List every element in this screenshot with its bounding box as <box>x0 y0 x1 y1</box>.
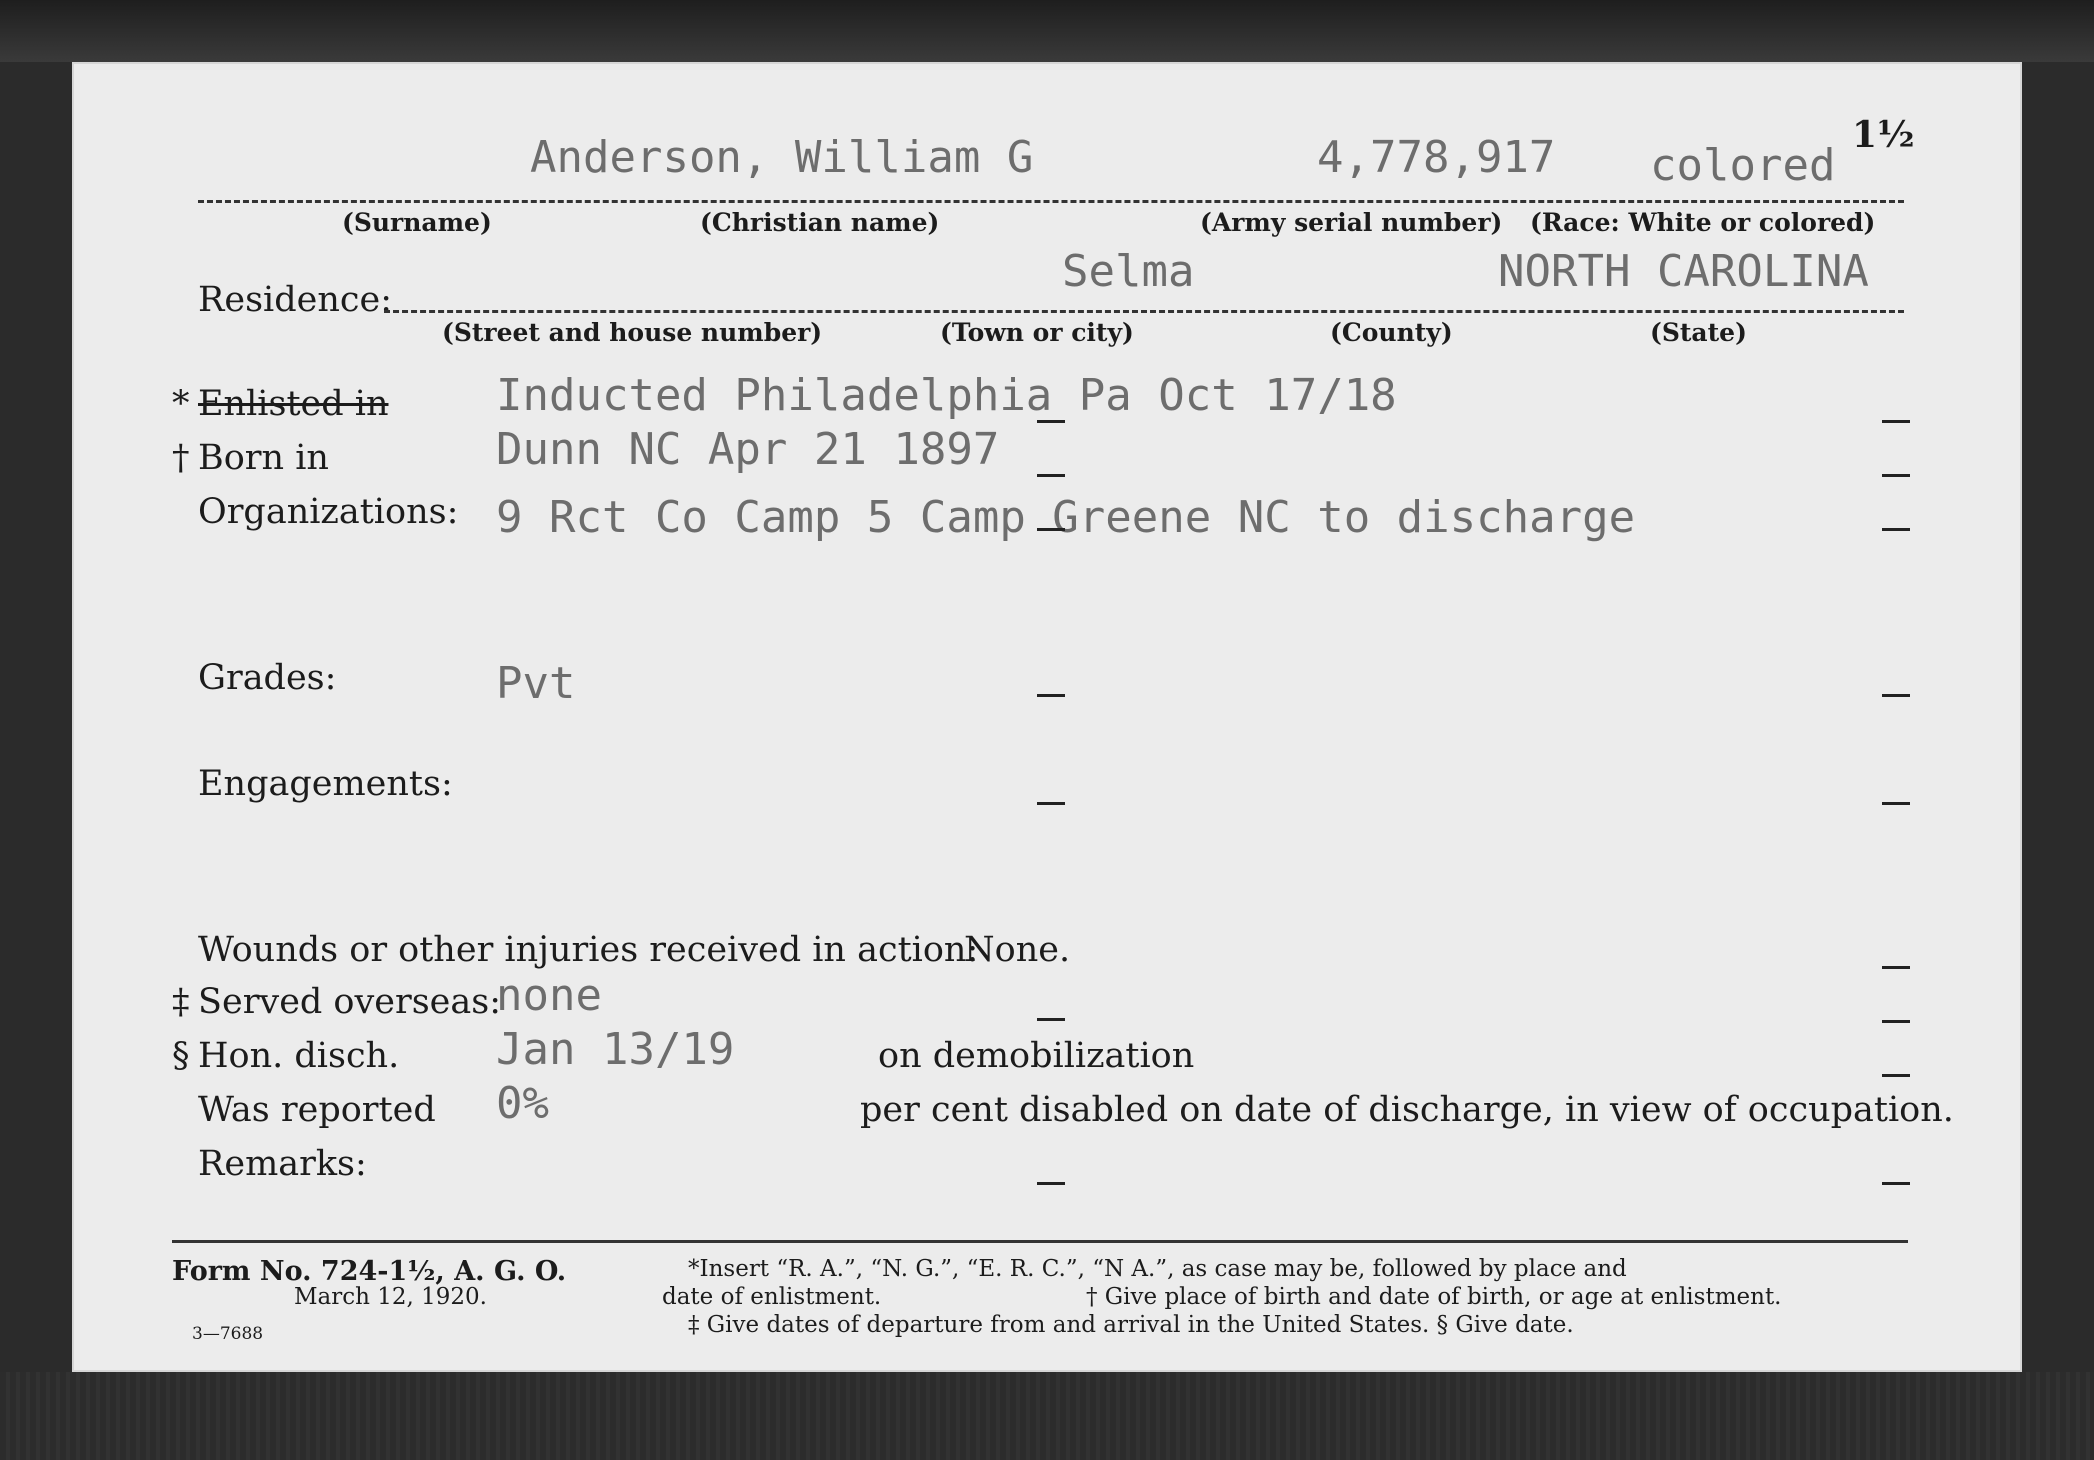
residence-town: Selma <box>1062 246 1195 297</box>
column-tick <box>1882 966 1910 969</box>
column-tick <box>1037 802 1065 805</box>
born-label: Born in <box>198 438 329 478</box>
discharge-label: Hon. disch. <box>198 1036 400 1076</box>
discharge-date: Jan 13/19 <box>496 1024 735 1075</box>
overseas-value: none <box>496 970 602 1021</box>
column-tick <box>1882 528 1910 531</box>
residence-label: Residence: <box>198 280 392 320</box>
race-caption: (Race: White or colored) <box>1530 208 1876 237</box>
form-number: Form No. 724-1½, A. G. O. <box>172 1256 567 1287</box>
column-tick <box>1037 528 1065 531</box>
service-record-card <box>72 62 2022 1372</box>
residence-line <box>384 310 1904 313</box>
grades-value: Pvt <box>496 658 576 709</box>
column-tick <box>1882 1074 1910 1077</box>
column-tick <box>1037 474 1065 477</box>
form-date: March 12, 1920. <box>294 1284 487 1310</box>
soldier-name: Anderson, William G <box>530 132 1034 183</box>
town-caption: (Town or city) <box>940 318 1134 347</box>
street-caption: (Street and house number) <box>442 318 823 347</box>
state-caption: (State) <box>1650 318 1747 347</box>
wounds-label: Wounds or other injuries received in action: <box>198 930 979 970</box>
overseas-label: Served overseas: <box>198 982 502 1022</box>
wounds-value: None. <box>964 930 1071 970</box>
name-line <box>198 200 1904 203</box>
enlisted-marker: * <box>172 384 190 424</box>
organizations-value: 9 Rct Co Camp 5 Camp Greene NC to discharge <box>496 492 1636 543</box>
disability-note: per cent disabled on date of discharge, in view of occupation. <box>860 1090 1954 1130</box>
race-value: colored <box>1650 140 1836 191</box>
county-caption: (County) <box>1330 318 1453 347</box>
footer-rule <box>172 1240 1908 1243</box>
discharge-marker: § <box>172 1036 190 1076</box>
christian-name-caption: (Christian name) <box>700 208 940 237</box>
enlisted-value: Inducted Philadelphia Pa Oct 17/18 <box>496 370 1397 421</box>
enlisted-label: Enlisted in <box>198 384 389 424</box>
army-serial-number: 4,778,917 <box>1317 132 1556 183</box>
discharge-note: on demobilization <box>878 1036 1195 1076</box>
serial-caption: (Army serial number) <box>1200 208 1503 237</box>
footnote-overseas: ‡ Give dates of departure from and arrival in the United States. § Give date. <box>688 1312 1574 1338</box>
column-tick <box>1037 420 1065 423</box>
scan-background-bottom <box>0 1372 2094 1460</box>
footnote-birth: † Give place of birth and date of birth, or age at enlistment. <box>1086 1284 1782 1310</box>
residence-state: NORTH CAROLINA <box>1498 246 1869 297</box>
column-tick <box>1882 1182 1910 1185</box>
footnote-enlistment-date: date of enlistment. <box>662 1284 882 1310</box>
card-fraction: 1½ <box>1852 114 1915 156</box>
column-tick <box>1882 474 1910 477</box>
surname-caption: (Surname) <box>342 208 492 237</box>
footnote-enlistment: *Insert “R. A.”, “N. G.”, “E. R. C.”, “N A.”, as case may be, followed by place and <box>688 1256 1627 1282</box>
reported-label: Was reported <box>198 1090 436 1130</box>
organizations-label: Organizations: <box>198 492 459 532</box>
born-marker: † <box>172 438 190 478</box>
grades-label: Grades: <box>198 658 337 698</box>
column-tick <box>1037 694 1065 697</box>
print-code: 3—7688 <box>192 1324 264 1344</box>
remarks-label: Remarks: <box>198 1144 367 1184</box>
scan-background-top <box>0 0 2094 62</box>
column-tick <box>1882 1020 1910 1023</box>
born-value: Dunn NC Apr 21 1897 <box>496 424 1000 475</box>
disability-percent: 0% <box>496 1078 549 1129</box>
column-tick <box>1882 802 1910 805</box>
engagements-label: Engagements: <box>198 764 453 804</box>
column-tick <box>1037 1182 1065 1185</box>
column-tick <box>1882 694 1910 697</box>
column-tick <box>1037 1018 1065 1021</box>
column-tick <box>1882 420 1910 423</box>
overseas-marker: ‡ <box>172 982 190 1022</box>
